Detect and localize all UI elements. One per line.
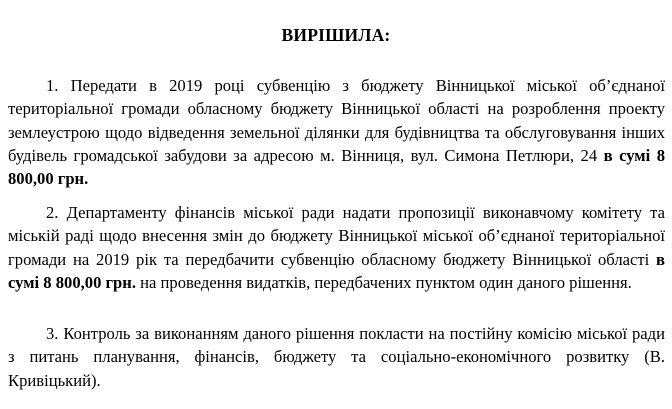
item-1-amount: в сумі 8 800,00 грн.: [8, 145, 665, 189]
decision-item-2: [8, 201, 665, 294]
decision-item-3: [8, 322, 665, 392]
item-2-text-after: на проведення видатків, передбачених пунктом один даного рішення.: [136, 272, 632, 292]
decision-heading: ВИРІШИЛА:: [281, 25, 391, 45]
item-1-text: 1. Передати в 2019 році субвенцію з бюджету Вінницької міської об’єднаної територіальної громади обласному бюджету Вінницької області на розроблення проекту землеустрою щодо відведення земельної ділянки для будівництва та обслуговування інших будівель громадської забудови за адресою м. Вінниця, вул. Симона Петлюри, 24: [8, 76, 665, 165]
item-2-amount: в сумі 8 800,00 грн.: [8, 249, 665, 292]
item-3-text: 3. Контроль за виконанням даного рішення покласти на постійну комісію міської ради з питань планування, фінансів, бюджету та соціально-економічного розвитку (В. Кривіцький).: [8, 324, 665, 390]
item-2-text: 2. Департаменту фінансів міської ради надати пропозиції виконавчому комітету та міській раді щодо внесення змін до бюджету Вінницької міської об’єднаної територіальної громади на 2019 рік та передбачити субвенцію обласному бюджету Вінницької області: [8, 203, 665, 269]
decision-item-1: [8, 74, 665, 190]
